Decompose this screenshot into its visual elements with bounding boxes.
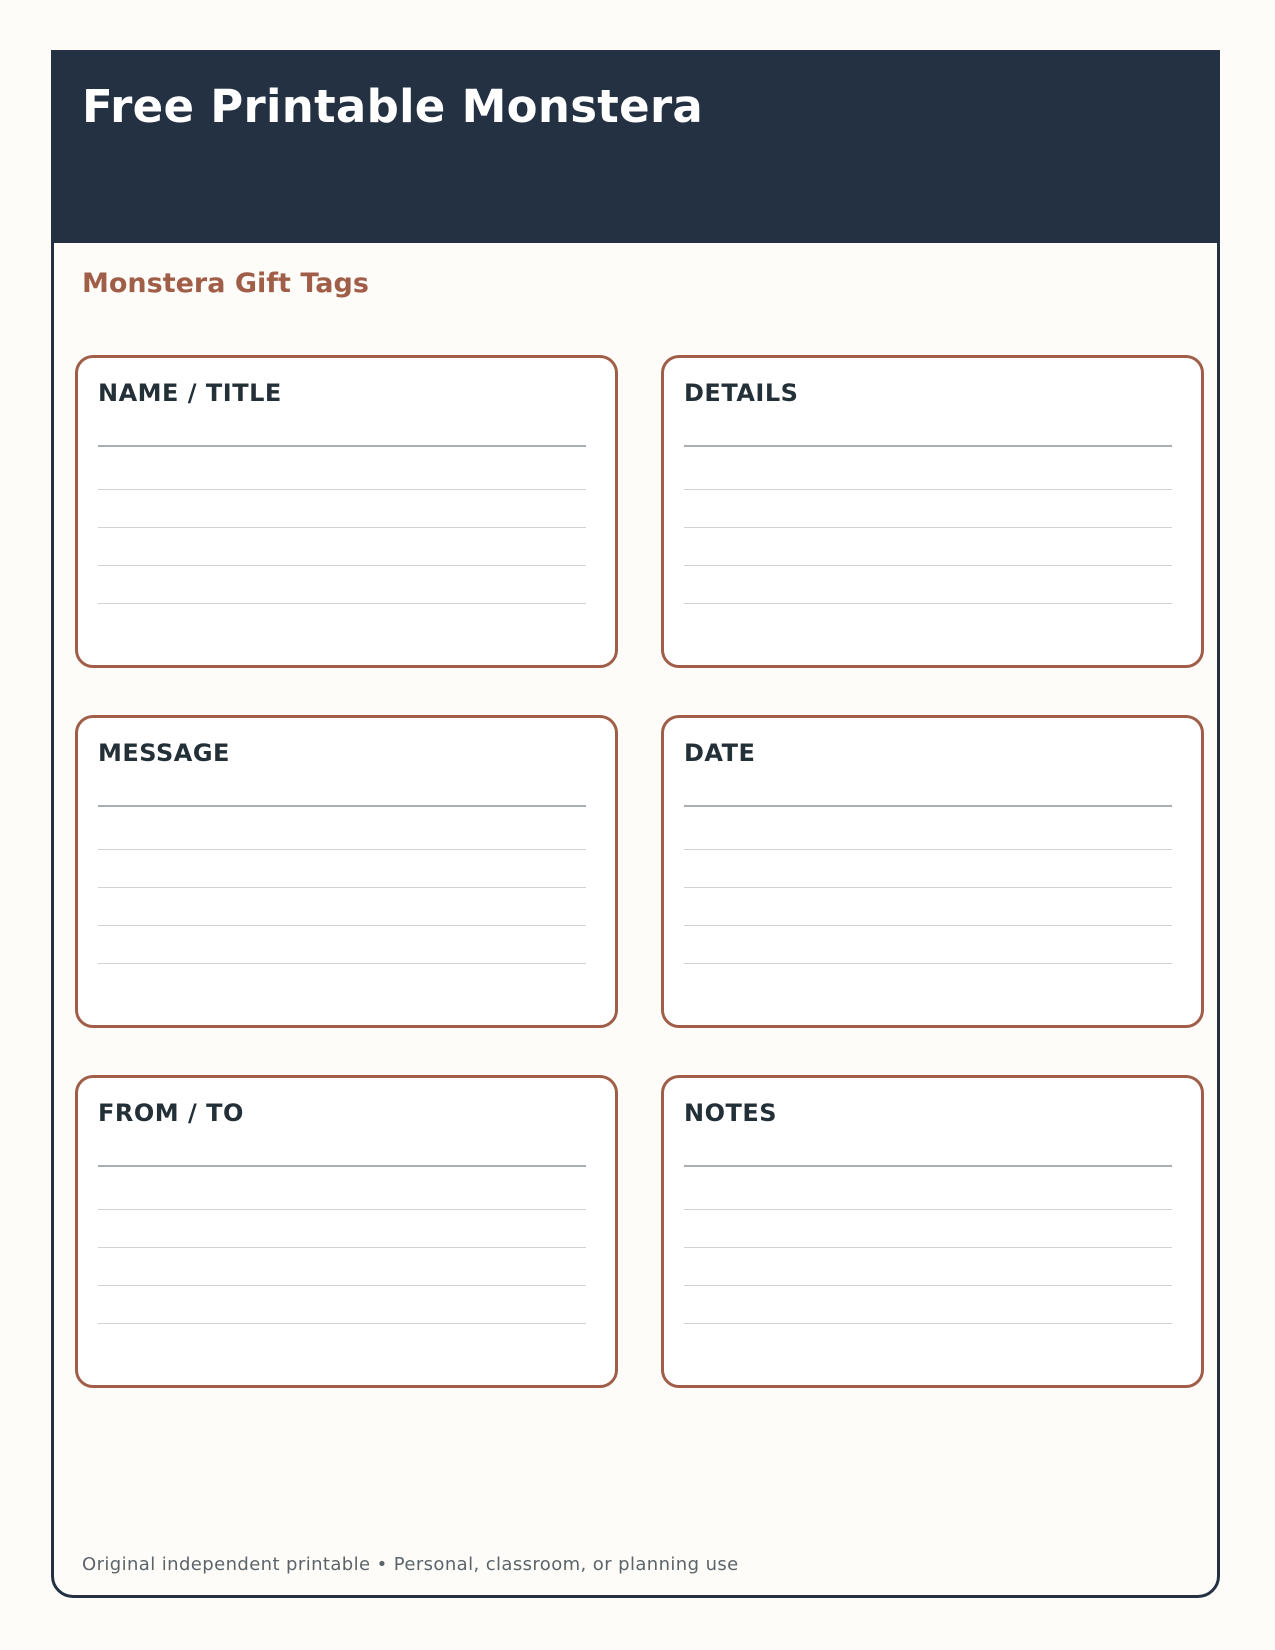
writing-line bbox=[98, 1247, 586, 1248]
writing-line bbox=[98, 963, 586, 964]
writing-line bbox=[684, 1165, 1172, 1167]
card-label: FROM / TO bbox=[98, 1099, 244, 1127]
page-title: Free Printable Monstera bbox=[82, 80, 704, 133]
writing-line bbox=[684, 1209, 1172, 1210]
writing-line bbox=[684, 565, 1172, 566]
writing-line bbox=[684, 963, 1172, 964]
writing-line bbox=[98, 1323, 586, 1324]
tag-card-name-title bbox=[75, 355, 618, 668]
writing-line bbox=[98, 489, 586, 490]
writing-line bbox=[98, 805, 586, 807]
writing-line bbox=[684, 805, 1172, 807]
tag-card-details bbox=[661, 355, 1204, 668]
tag-card-message bbox=[75, 715, 618, 1028]
writing-line bbox=[684, 887, 1172, 888]
tag-card-date bbox=[661, 715, 1204, 1028]
writing-line bbox=[98, 849, 586, 850]
header-band bbox=[54, 53, 1217, 243]
writing-line bbox=[98, 925, 586, 926]
writing-line bbox=[684, 445, 1172, 447]
card-label: MESSAGE bbox=[98, 739, 230, 767]
writing-line bbox=[684, 925, 1172, 926]
writing-line bbox=[98, 887, 586, 888]
writing-line bbox=[684, 527, 1172, 528]
card-label: DETAILS bbox=[684, 379, 799, 407]
footer-note: Original independent printable • Personal, classroom, or planning use bbox=[82, 1554, 739, 1575]
writing-line bbox=[98, 1165, 586, 1167]
writing-line bbox=[684, 849, 1172, 850]
writing-line bbox=[684, 1323, 1172, 1324]
writing-line bbox=[98, 1285, 586, 1286]
card-label: NAME / TITLE bbox=[98, 379, 282, 407]
writing-line bbox=[98, 603, 586, 604]
card-label: DATE bbox=[684, 739, 756, 767]
writing-line bbox=[684, 489, 1172, 490]
writing-line bbox=[98, 565, 586, 566]
printable-sheet bbox=[51, 50, 1220, 1598]
writing-line bbox=[98, 445, 586, 447]
writing-line bbox=[684, 1285, 1172, 1286]
page-subtitle: Monstera Gift Tags bbox=[82, 268, 369, 299]
tag-card-notes bbox=[661, 1075, 1204, 1388]
card-label: NOTES bbox=[684, 1099, 778, 1127]
writing-line bbox=[684, 1247, 1172, 1248]
writing-line bbox=[684, 603, 1172, 604]
tag-card-from-to bbox=[75, 1075, 618, 1388]
writing-line bbox=[98, 527, 586, 528]
writing-line bbox=[98, 1209, 586, 1210]
